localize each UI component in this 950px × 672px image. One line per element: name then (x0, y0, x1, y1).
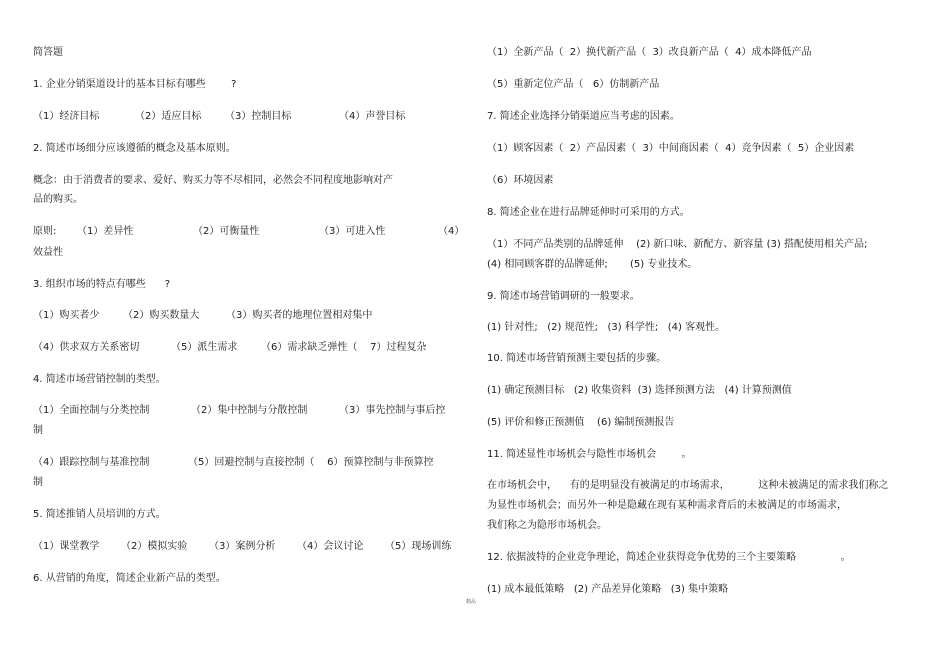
q9-requirements-row: (1) 针对性; (2) 规范性; (3) 科学性; (4) 客观性。 (487, 322, 726, 333)
q2-concept-line-1: 概念：由于消费者的要求、爱好、购买力等不尽相同，必然会不同程度地影响对产 (33, 175, 393, 186)
q4-option-4: （4）跟踪控制与基准控制 (33, 457, 150, 468)
q2-principle-line-2: 效益性 (33, 247, 63, 258)
q11-answer-line-3: 我们称之为隐形市场机会。 (487, 520, 607, 531)
q1-option-1: （1）经济目标 (33, 111, 100, 122)
q8-methods-row-2: (4) 相同顾客群的品牌延伸; (5) 专业技术。 (487, 259, 698, 270)
q3-option-1: （1）购买者少 (33, 310, 100, 321)
q11-answer-line-1: 在市场机会中， 有的是明显没有被满足的市场需求， 这种未被满足的需求我们称之 (487, 480, 889, 491)
q11-answer-line-2: 为显性市场机会；而另外一种是隐藏在现有某种需求背后的未被满足的市场需求， (487, 500, 847, 511)
q6-types-row-2: （5）重新定位产品（ 6）仿制新产品 (487, 79, 660, 90)
q1-option-2: （2）适应目标 (135, 111, 202, 122)
q3-option-2: （2）购买数量大 (123, 310, 200, 321)
q2-principle-2: （2）可衡量性 (193, 226, 260, 237)
question-11: 11. 简述显性市场机会与隐性市场机会 。 (487, 449, 692, 460)
question-5: 5. 简述推销人员培训的方式。 (33, 509, 166, 520)
q2-principle-label: 原则: (33, 226, 57, 237)
q12-strategies-row: (1) 成本最低策略 (2) 产品差异化策略 (3) 集中策略 (487, 584, 729, 595)
q3-option-3: （3）购买者的地理位置相对集中 (226, 310, 373, 321)
question-1: 1. 企业分销渠道设计的基本目标有哪些 ? (33, 79, 237, 90)
q2-principle-3: （3）可进入性 (319, 226, 386, 237)
q1-option-4: （4）声誉目标 (339, 111, 406, 122)
q4-option-6-cont: 制 (33, 477, 43, 488)
q6-types-row-1: （1）全新产品（ 2）换代新产品（ 3）改良新产品（ 4）成本降低产品 (487, 47, 812, 58)
question-6: 6. 从营销的角度，简述企业新产品的类型。 (33, 573, 226, 584)
q3-option-6-7: （6）需求缺乏弹性（ 7）过程复杂 (261, 342, 427, 353)
q2-principle-4: （4） (438, 226, 465, 237)
question-3: 3. 组织市场的特点有哪些 ? (33, 279, 171, 290)
question-2: 2. 简述市场细分应该遵循的概念及基本原则。 (33, 143, 236, 154)
q4-option-1: （1）全面控制与分类控制 (33, 405, 150, 416)
q5-option-1: （1）课堂教学 (33, 541, 100, 552)
q3-option-5: （5）派生需求 (171, 342, 238, 353)
question-10: 10. 简述市场营销预测主要包括的步骤。 (487, 353, 667, 364)
q10-steps-row-1: (1) 确定预测目标 (2) 收集资料 (3) 选择预测方法 (4) 计算预测值 (487, 385, 792, 396)
q2-principle-1: （1）差异性 (77, 226, 134, 237)
question-4: 4. 简述市场营销控制的类型。 (33, 374, 166, 385)
question-7: 7. 简述企业选择分销渠道应当考虑的因素。 (487, 111, 680, 122)
q5-option-3: （3）案例分析 (209, 541, 276, 552)
q8-methods-row-1: （1）不同产品类别的品牌延伸 (2) 新口味、新配方、新容量 (3) 搭配使用相关产品; (487, 239, 868, 250)
q10-steps-row-2: (5) 评价和修正预测值 (6) 编制预测报告 (487, 417, 675, 428)
section-heading: 简答题 (33, 47, 63, 58)
q3-option-4: （4）供求双方关系密切 (33, 342, 140, 353)
q4-option-2: （2）集中控制与分散控制 (191, 405, 308, 416)
q1-option-3: （3）控制目标 (225, 111, 292, 122)
page-footer-mark: 精品 (466, 599, 477, 605)
q5-option-5: （5）现场训练 (385, 541, 452, 552)
question-12: 12. 依据波特的企业竞争理论，简述企业获得竞争优势的三个主要策略 。 (487, 552, 851, 563)
question-8: 8. 简述企业在进行品牌延伸时可采用的方式。 (487, 207, 690, 218)
q5-option-2: （2）模拟实验 (121, 541, 188, 552)
q2-concept-line-2: 品的购买。 (33, 194, 83, 205)
q5-option-4: （4）会议讨论 (297, 541, 364, 552)
q4-option-3-cont: 制 (33, 425, 43, 436)
q4-option-3: （3）事先控制与事后控 (339, 405, 446, 416)
q7-factors-row-2: （6）环境因素 (487, 175, 554, 186)
q7-factors-row-1: （1）顾客因素（ 2）产品因素（ 3）中间商因素（ 4）竞争因素（ 5）企业因素 (487, 143, 855, 154)
q4-option-5-6: （5）回避控制与直接控制（ 6）预算控制与非预算控 (188, 457, 434, 468)
question-9: 9. 简述市场营销调研的一般要求。 (487, 291, 640, 302)
